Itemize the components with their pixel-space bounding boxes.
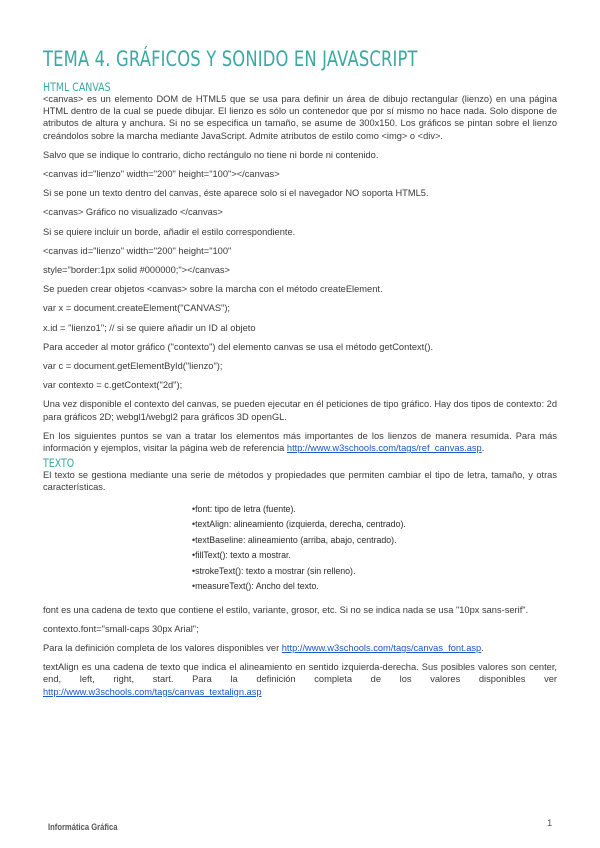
list-item: •strokeText(): texto a mostrar (sin relleno). <box>192 565 356 576</box>
paragraph-get-context: Para acceder al motor gráfico ("contexto") del elemento canvas se usa el método getContext(). <box>43 341 434 352</box>
page-title: TEMA 4. GRÁFICOS Y SONIDO EN JAVASCRIPT <box>43 47 418 71</box>
section-heading-html-canvas: HTML CANVAS <box>43 80 111 94</box>
paragraph-fallback-text: Si se pone un texto dentro del canvas, éste aparece solo si el navegador NO soporta HTML5. <box>43 188 429 199</box>
paragraph-create-element: Se pueden crear objetos <canvas> sobre la marcha con el método createElement. <box>43 284 383 295</box>
list-item: •textAlign: alineamiento (izquierda, derecha, centrado). <box>192 519 406 530</box>
footer-label: Informática Gráfica <box>48 822 118 832</box>
code-canvas-border-line2: style="border:1px solid #000000;"></canvas> <box>43 265 230 276</box>
list-item: •measureText(): Ancho del texto. <box>192 581 319 592</box>
reference-link-textalign[interactable]: http://www.w3schools.com/tags/canvas_textalign.asp <box>43 686 262 697</box>
paragraph-font-reference-text: Para la definición completa de los valores disponibles ver <box>43 643 280 654</box>
paragraph-reference-end: . <box>481 443 485 454</box>
code-get-element: var c = document.getElementById("lienzo"); <box>43 361 223 372</box>
paragraph-no-border: Salvo que se indique lo contrario, dicho rectángulo no tiene ni borde ni contenido. <box>43 149 379 160</box>
paragraph-font-reference-end: . <box>481 643 484 654</box>
code-font-example: contexto.font="small-caps 30px Arial"; <box>43 623 199 634</box>
text-properties-list <box>192 502 557 595</box>
page-number: 1 <box>547 818 553 829</box>
paragraph-context-types: Una vez disponible el contexto del canvas, se pueden ejecutar en él peticiones de tipo gráfico. Hay dos tipos de contexto: 2d para gráficos 2D; webgl1/webgl2 para gráficos 3D openGL. <box>43 399 557 422</box>
paragraph-font-reference <box>43 642 557 654</box>
list-item: •textBaseline: alineamiento (arriba, abajo, centrado). <box>192 534 397 545</box>
paragraph-reference-text: En los siguientes puntos se van a tratar los elementos más importantes de los lienzos de manera resumida. Para más información y ejemplos, visitar la página web de referencia <box>43 430 557 454</box>
paragraph-add-border: Si se quiere incluir un borde, añadir el estilo correspondiente. <box>43 226 296 237</box>
reference-link-canvas[interactable]: http://www.w3schools.com/tags/ref_canvas.asp <box>286 443 482 454</box>
section-heading-texto: TEXTO <box>43 456 75 471</box>
reference-link-font[interactable]: http://www.w3schools.com/tags/canvas_font.asp <box>281 643 482 654</box>
code-canvas-basic: <canvas id="lienzo" width="200" height="100"></canvas> <box>43 169 280 180</box>
code-get-context: var contexto = c.getContext("2d"); <box>43 380 183 391</box>
paragraph-textalign <box>43 661 557 698</box>
paragraph-font-description: font es una cadena de texto que contiene el estilo, variante, grosor, etc. Si no se indica nada se usa "10px sans-serif". <box>43 604 529 615</box>
paragraph-textalign-text: textAlign es una cadena de texto que indica el alineamiento en sentido izquierda-derecha. Sus posibles valores son center, end, left, right, start. Para la definición completa de los valores disponibles ver <box>43 662 557 685</box>
paragraph-text-intro: El texto se gestiona mediante una serie de métodos y propiedades que permiten cambiar el tipo de letra, tamaño, y otras características. <box>43 470 557 493</box>
list-item: •fillText(): texto a mostrar. <box>192 550 291 561</box>
list-item: •font: tipo de letra (fuente). <box>192 503 296 514</box>
paragraph-canvas-intro: <canvas> es un elemento DOM de HTML5 que se usa para definir un área de dibujo rectangular (lienzo) en una página HTML dentro de la cual se puede dibujar. El lienzo es sólo un contenedor que por sí mismo no hace nada. Solo dispone de atributos de altura y anchura. Si no se especifica un tamaño, se asume de 300x150. Los gráficos se pintan sobre el lienzo creándolos sobre la marcha mediante JavaScript. Admite atributos de estilo como <img> o <div>. <box>43 94 557 141</box>
document-page <box>43 44 557 705</box>
code-set-id: x.id = "lienzo1"; // si se quiere añadir un ID al objeto <box>43 322 256 333</box>
paragraph-reference <box>43 430 557 454</box>
code-create-element: var x = document.createElement("CANVAS"); <box>43 303 231 314</box>
code-canvas-border-line1: <canvas id="lienzo" width="200" height="100" <box>43 245 232 256</box>
code-canvas-fallback: <canvas> Gráfico no visualizado </canvas> <box>43 207 223 218</box>
